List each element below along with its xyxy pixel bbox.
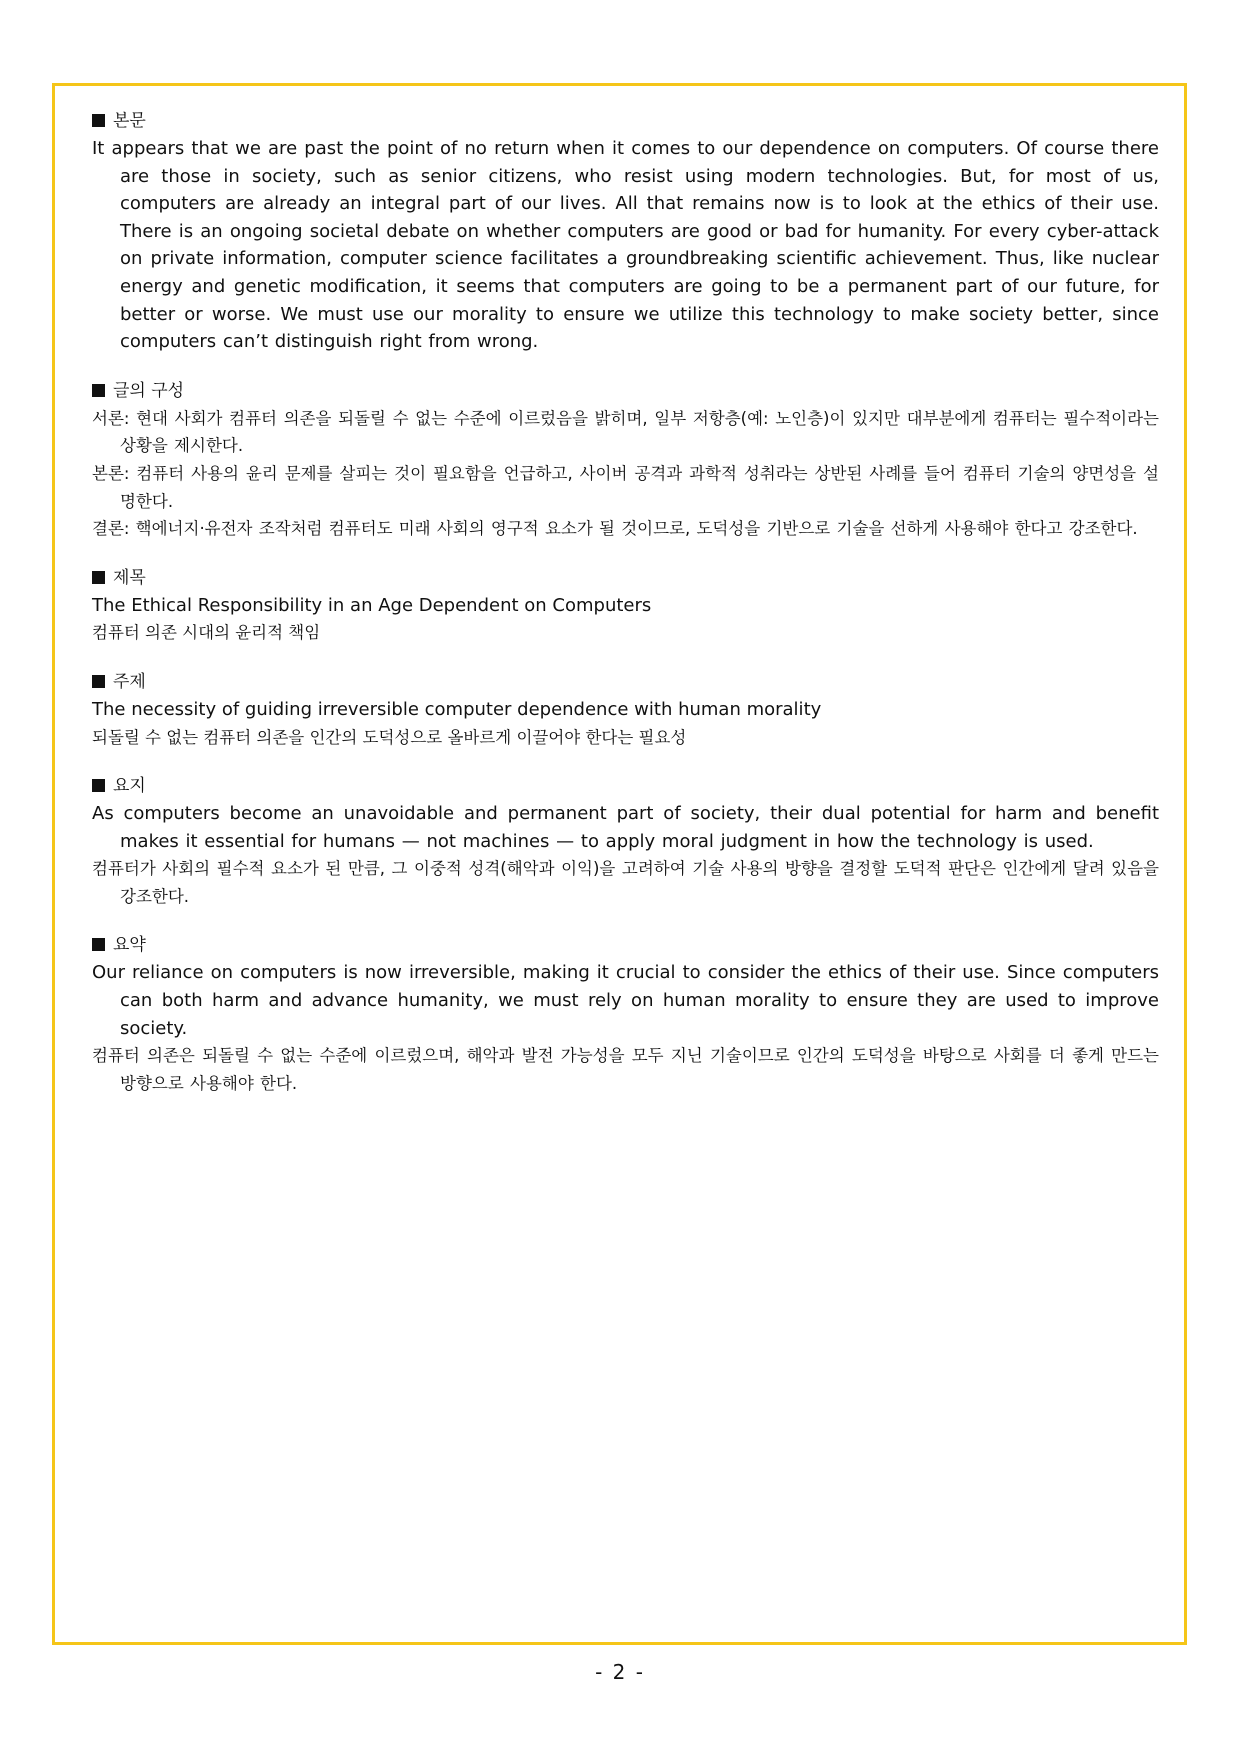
square-bullet-icon	[92, 571, 105, 584]
section-summary	[92, 932, 1159, 1097]
section-heading: 제목	[113, 567, 146, 588]
section-heading: 주제	[113, 671, 146, 692]
document-content	[92, 108, 1159, 1119]
theme-ko: 되돌릴 수 없는 컴퓨터 의존을 인간의 도덕성으로 올바르게 이끌어야 한다는 필요성	[92, 727, 687, 747]
structure-conclusion: 결론: 핵에너지·유전자 조작처럼 컴퓨터도 미래 사회의 영구적 요소가 될 것이므로, 도덕성을 기반으로 기술을 선하게 사용해야 한다고 강조한다.	[92, 519, 1138, 539]
section-theme	[92, 669, 1159, 751]
gist-en: As computers become an unavoidable and permanent part of society, their dual potential for harm and benefit makes it essential for humans — not machines — to apply moral judgment in how the technology is used.	[92, 803, 1159, 852]
section-title	[92, 565, 1159, 647]
summary-ko: 컴퓨터 의존은 되돌릴 수 없는 수준에 이르렀으며, 해악과 발전 가능성을 모두 지닌 기술이므로 인간의 도덕성을 바탕으로 사회를 더 좋게 만드는 방향으로 사용해야 한다.	[92, 1046, 1159, 1093]
structure-main: 본론: 컴퓨터 사용의 윤리 문제를 살피는 것이 필요함을 언급하고, 사이버 공격과 과학적 성취라는 상반된 사례를 들어 컴퓨터 기술의 양면성을 설명한다.	[92, 463, 1159, 511]
square-bullet-icon	[92, 938, 105, 951]
square-bullet-icon	[92, 675, 105, 688]
body-paragraph: It appears that we are past the point of no return when it comes to our dependence on computers. Of course there are those in society, such as senior citizens, who resist using modern technologies. But, for most of us, computers are already an integral part of our lives. All that remains now is to look at the ethics of their use. There is an ongoing societal debate on whether computers are good or bad for humanity. For every cyber-attack on private information, computer science facilitates a groundbreaking scientific achievement. Thus, like nuclear energy and genetic modification, it seems that computers are going to be a permanent part of our future, for better or worse. We must use our morality to ensure we utilize this technology to make society better, since computers can’t distinguish right from wrong.	[92, 138, 1159, 353]
square-bullet-icon	[92, 779, 105, 792]
summary-en: Our reliance on computers is now irreversible, making it crucial to consider the ethics of their use. Since computers can both harm and advance humanity, we must rely on human morality to ensure they are used to improve society.	[92, 962, 1159, 1039]
square-bullet-icon	[92, 114, 105, 127]
section-structure	[92, 378, 1159, 543]
section-heading: 요지	[113, 776, 146, 797]
theme-en: The necessity of guiding irreversible computer dependence with human morality	[92, 698, 822, 720]
square-bullet-icon	[92, 384, 105, 397]
title-ko: 컴퓨터 의존 시대의 윤리적 책임	[92, 623, 321, 643]
page-number: - 2 -	[595, 1660, 645, 1684]
section-body	[92, 108, 1159, 356]
title-en: The Ethical Responsibility in an Age Dependent on Computers	[92, 594, 652, 616]
section-gist	[92, 773, 1159, 910]
gist-ko: 컴퓨터가 사회의 필수적 요소가 된 만큼, 그 이중적 성격(해악과 이익)을 고려하여 기술 사용의 방향을 결정할 도덕적 판단은 인간에게 달려 있음을 강조한다.	[92, 859, 1159, 906]
section-heading: 본문	[113, 111, 146, 131]
section-heading: 요약	[113, 935, 146, 956]
section-heading: 글의 구성	[113, 380, 185, 401]
structure-intro: 서론: 현대 사회가 컴퓨터 의존을 되돌릴 수 없는 수준에 이르렀음을 밝히며, 일부 저항층(예: 노인층)이 있지만 대부분에게 컴퓨터는 필수적이라는 상황을 제시한다.	[92, 408, 1159, 456]
